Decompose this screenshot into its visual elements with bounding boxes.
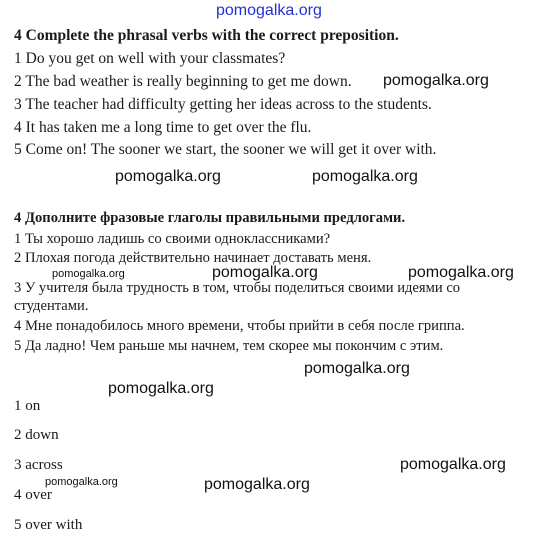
english-item-2: 2 The bad weather is really beginning to get me down.: [14, 73, 352, 90]
russian-item-3: 3 У учителя была трудность в том, чтобы поделиться своими идеями со: [14, 280, 461, 296]
watermark: pomogalka.org: [383, 72, 489, 89]
english-item-3: 3 The teacher had difficulty getting her ideas across to the students.: [14, 96, 432, 113]
english-item-5: 5 Come on! The sooner we start, the sooner we will get it over with.: [14, 141, 437, 158]
watermark: pomogalka.org: [304, 360, 410, 377]
watermark: pomogalka.org: [312, 168, 418, 185]
russian-item-5: 5 Да ладно! Чем раньше мы начнем, тем скорее мы покончим с этим.: [14, 338, 444, 354]
russian-item-4: 4 Мне понадобилось много времени, чтобы прийти в себя после гриппа.: [14, 318, 465, 334]
answer-5: 5 over with: [14, 517, 83, 533]
english-item-1: 1 Do you get on well with your classmates?: [14, 50, 286, 67]
english-item-4: 4 It has taken me a long time to get over the flu.: [14, 119, 312, 136]
watermark: pomogalka.org: [212, 264, 318, 281]
russian-item-3-cont: студентами.: [14, 298, 89, 314]
watermark: pomogalka.org: [108, 380, 214, 397]
russian-heading: 4 Дополните фразовые глаголы правильными предлогами.: [14, 210, 406, 226]
watermark-small: pomogalka.org: [45, 476, 118, 488]
answer-1: 1 on: [14, 398, 41, 414]
answer-2: 2 down: [14, 427, 59, 443]
answer-3: 3 across: [14, 457, 63, 473]
english-heading: 4 Complete the phrasal verbs with the correct preposition.: [14, 27, 399, 44]
russian-item-2: 2 Плохая погода действительно начинает доставать меня.: [14, 250, 372, 266]
watermark: pomogalka.org: [400, 456, 506, 473]
watermark: pomogalka.org: [204, 476, 310, 493]
watermark-small: pomogalka.org: [52, 268, 125, 280]
answer-4: 4 over: [14, 487, 52, 503]
russian-item-1: 1 Ты хорошо ладишь со своими одноклассниками?: [14, 231, 331, 247]
watermark-top: pomogalka.org: [216, 2, 322, 19]
watermark: pomogalka.org: [115, 168, 221, 185]
watermark: pomogalka.org: [408, 264, 514, 281]
